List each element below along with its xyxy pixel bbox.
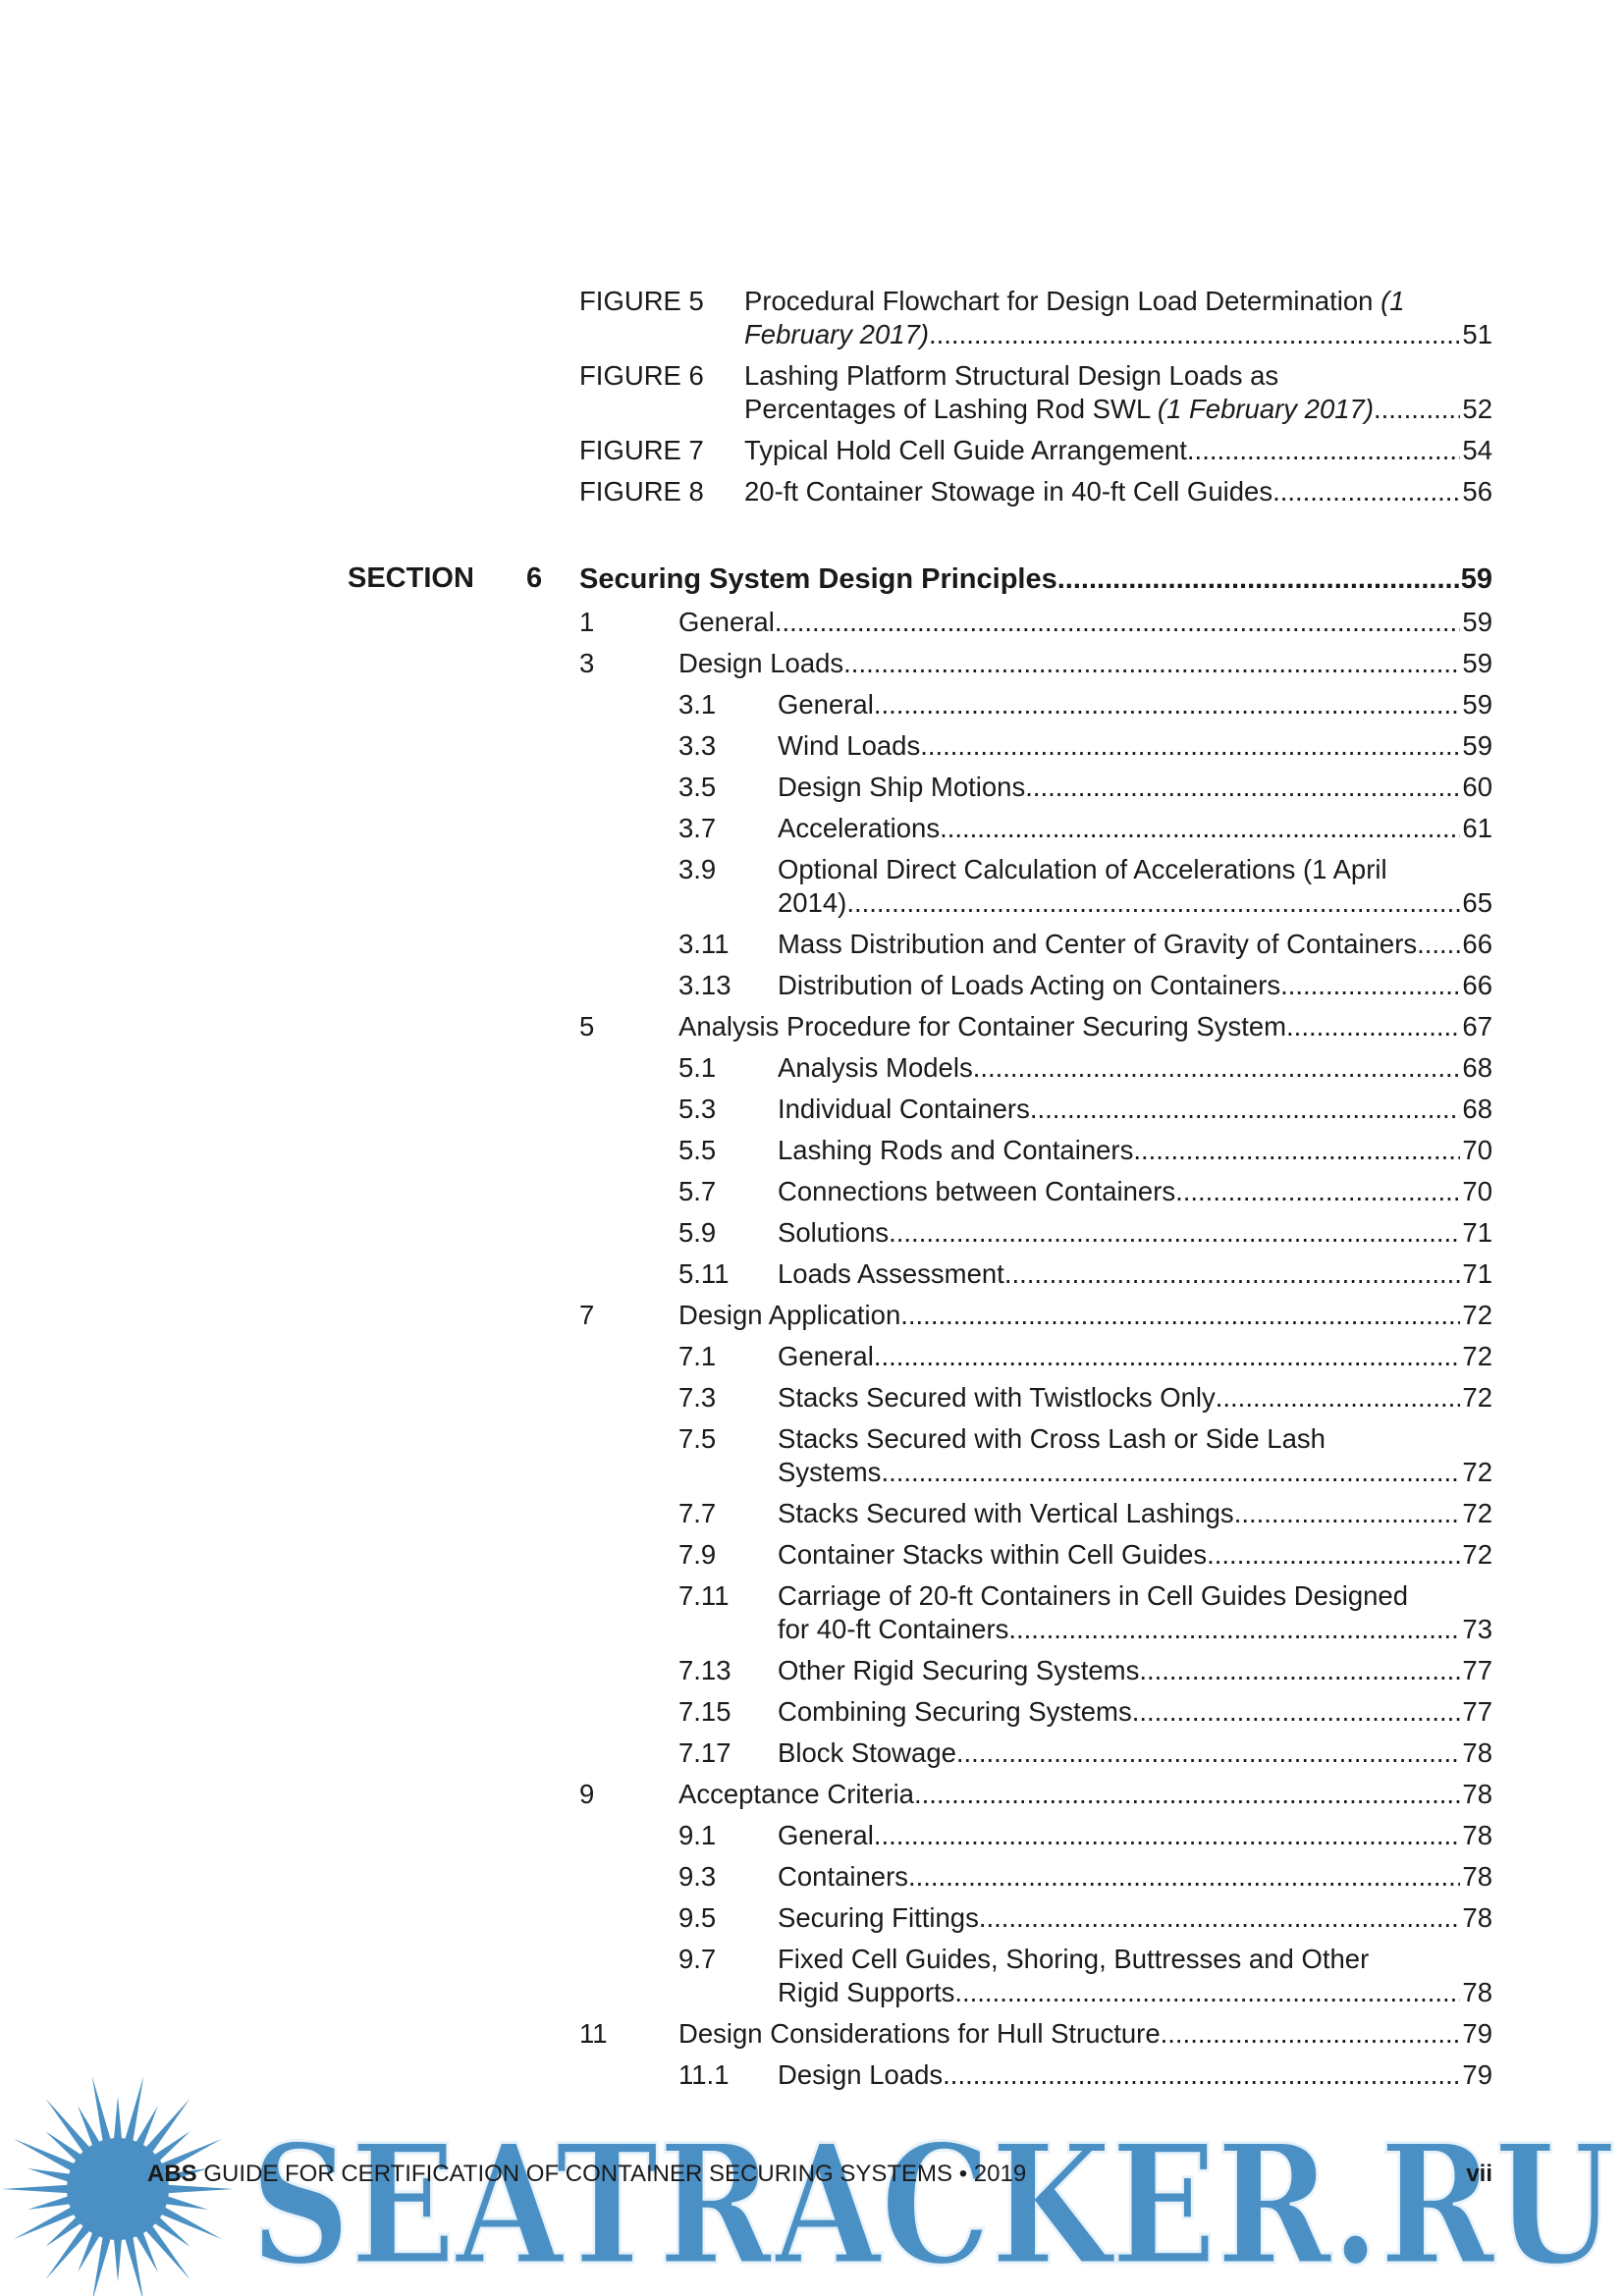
- entry-title: Acceptance Criteria: [678, 1779, 914, 1809]
- entry-title: General: [778, 1341, 874, 1371]
- entry-title: General: [678, 607, 775, 637]
- page-number: 78: [1462, 1737, 1492, 1768]
- page-number: 71: [1462, 1258, 1492, 1289]
- page-number: 68: [1462, 1052, 1492, 1083]
- entry-title: Stacks Secured with Vertical Lashings: [778, 1498, 1234, 1528]
- entry-title-line1: Fixed Cell Guides, Shoring, Buttresses and Other: [778, 1944, 1370, 1974]
- entry-number: 7.3: [678, 1382, 717, 1413]
- entry-number: 7.9: [678, 1539, 717, 1570]
- entry-number: 5.3: [678, 1094, 717, 1124]
- page-number: 73: [1462, 1614, 1492, 1644]
- page-number: 77: [1462, 1696, 1492, 1727]
- page-number: 61: [1462, 813, 1492, 843]
- figure-title-line1: Procedural Flowchart for Design Load Determination (1: [744, 286, 1405, 316]
- page-number: 52: [1462, 394, 1492, 424]
- entry-number: 5: [579, 1011, 595, 1041]
- entry-number: 3.13: [678, 970, 731, 1000]
- entry-title: Lashing Rods and Containers: [778, 1135, 1134, 1165]
- page-number: 71: [1462, 1217, 1492, 1248]
- entry-number: 5.9: [678, 1217, 717, 1248]
- figure-title: Typical Hold Cell Guide Arrangement: [744, 435, 1187, 465]
- figure-title-line1: Lashing Platform Structural Design Loads as: [744, 360, 1279, 391]
- entry-title-line2: Systems: [778, 1457, 882, 1487]
- entry-title: Design Considerations for Hull Structure: [678, 2018, 1161, 2049]
- entry-title: Design Ship Motions: [778, 772, 1026, 802]
- page-number: 59: [1462, 689, 1492, 720]
- entry-number: 7.15: [678, 1696, 731, 1727]
- entry-number: 5.1: [678, 1052, 717, 1083]
- footer-title: GUIDE FOR CERTIFICATION OF CONTAINER SECURING SYSTEMS • 2019: [203, 2161, 1027, 2187]
- entry-title: Block Stowage: [778, 1737, 956, 1768]
- page-number: 77: [1462, 1655, 1492, 1685]
- entry-title: General: [778, 1820, 874, 1850]
- figure-entry: [579, 285, 1492, 353]
- footer-brand: ABS: [147, 2161, 197, 2187]
- entry-number: 7.7: [678, 1498, 717, 1528]
- entry-title: Stacks Secured with Twistlocks Only: [778, 1382, 1216, 1413]
- page-number: 79: [1462, 2018, 1492, 2049]
- entry-title: Analysis Procedure for Container Securing System: [678, 1011, 1287, 1041]
- entry-title: Design Application: [678, 1300, 901, 1330]
- page-number: 51: [1462, 319, 1492, 349]
- page-number: 68: [1462, 1094, 1492, 1124]
- page-number: 72: [1462, 1341, 1492, 1371]
- entry-number: 7.17: [678, 1737, 731, 1768]
- entry-number: 7.5: [678, 1423, 717, 1454]
- entry-number: 7: [579, 1300, 595, 1330]
- page-number: 59: [1462, 648, 1492, 678]
- page-number: 78: [1462, 1861, 1492, 1892]
- figure-label: FIGURE 5: [579, 286, 704, 316]
- entry-title: Container Stacks within Cell Guides: [778, 1539, 1208, 1570]
- section-number: 6: [526, 562, 543, 594]
- watermark-text: SEATRACKER.RU: [250, 2108, 1615, 2296]
- page-number: 78: [1462, 1977, 1492, 2007]
- page-number: 66: [1462, 970, 1492, 1000]
- entry-title-line1: Optional Direct Calculation of Accelerations (1 April: [778, 854, 1387, 884]
- entry-number: 3.11: [678, 929, 730, 959]
- entry-title: Individual Containers: [778, 1094, 1030, 1124]
- page-number: 72: [1462, 1382, 1492, 1413]
- footer-page-number: vii: [1466, 2161, 1492, 2187]
- page-number: 59: [1460, 563, 1492, 595]
- page-number: 59: [1462, 730, 1492, 761]
- entry-number: 1: [579, 607, 595, 637]
- page-number: 78: [1462, 1902, 1492, 1933]
- entry-number: 11.1: [678, 2059, 730, 2090]
- entry-number: 9.1: [678, 1820, 717, 1850]
- figure-label: FIGURE 7: [579, 435, 704, 465]
- page-number: 72: [1462, 1498, 1492, 1528]
- entry-number: 3.7: [678, 813, 717, 843]
- page-number: 72: [1462, 1300, 1492, 1330]
- entry-title: General: [778, 689, 874, 720]
- entry-title: Connections between Containers: [778, 1176, 1176, 1206]
- entry-title: Accelerations: [778, 813, 941, 843]
- entry-number: 3.9: [678, 854, 717, 884]
- entry-title: Securing Fittings: [778, 1902, 979, 1933]
- entry-number: 3: [579, 648, 595, 678]
- entry-number: 3.3: [678, 730, 717, 761]
- figure-label: FIGURE 8: [579, 476, 704, 507]
- page-number: 72: [1462, 1539, 1492, 1570]
- page-number: 66: [1462, 929, 1492, 959]
- figure-title-line2: February 2017): [744, 319, 930, 349]
- entry-title: Loads Assessment: [778, 1258, 1004, 1289]
- page-number: 72: [1462, 1457, 1492, 1487]
- page-number: 79: [1462, 2059, 1492, 2090]
- entry-title-line1: Carriage of 20-ft Containers in Cell Guides Designed: [778, 1580, 1408, 1611]
- entry-number: 9.3: [678, 1861, 717, 1892]
- entry-title-line1: Stacks Secured with Cross Lash or Side Lash: [778, 1423, 1326, 1454]
- entry-number: 5.5: [678, 1135, 717, 1165]
- page-footer: [147, 2161, 1492, 2196]
- page-number: 78: [1462, 1779, 1492, 1809]
- entry-number: 9: [579, 1779, 595, 1809]
- page-number: 67: [1462, 1011, 1492, 1041]
- section-title-entry: [579, 562, 1492, 596]
- entry-title: Mass Distribution and Center of Gravity of Containers: [778, 929, 1418, 959]
- entry-number: 11: [579, 2018, 608, 2049]
- entry-title: Design Loads: [678, 648, 844, 678]
- figure-entry: [579, 359, 1492, 428]
- page-number: 78: [1462, 1820, 1492, 1850]
- entry-number: 7.1: [678, 1341, 717, 1371]
- entry-title: Solutions: [778, 1217, 890, 1248]
- entry-number: 7.11: [678, 1580, 730, 1611]
- page-number: 70: [1462, 1176, 1492, 1206]
- page-number: 65: [1462, 887, 1492, 918]
- figure-label: FIGURE 6: [579, 360, 704, 391]
- entry-number: 9.7: [678, 1944, 717, 1974]
- page-number: 59: [1462, 607, 1492, 637]
- section-label: SECTION: [348, 562, 474, 594]
- figure-title: 20-ft Container Stowage in 40-ft Cell Guides: [744, 476, 1273, 507]
- entry-title: Wind Loads: [778, 730, 921, 761]
- entry-title: Combining Securing Systems: [778, 1696, 1132, 1727]
- entry-title-line2: for 40-ft Containers: [778, 1614, 1009, 1644]
- entry-title: Distribution of Loads Acting on Containers: [778, 970, 1281, 1000]
- entry-number: 3.1: [678, 689, 717, 720]
- page-number: 56: [1462, 476, 1492, 507]
- entry-title: Containers: [778, 1861, 908, 1892]
- entry-number: 7.13: [678, 1655, 731, 1685]
- entry-title: Analysis Models: [778, 1052, 973, 1083]
- entry-number: 9.5: [678, 1902, 717, 1933]
- page-number: 70: [1462, 1135, 1492, 1165]
- figure-title-line2: Percentages of Lashing Rod SWL (1 February 2017): [744, 394, 1375, 424]
- entry-number: 5.7: [678, 1176, 717, 1206]
- entry-title: Other Rigid Securing Systems: [778, 1655, 1140, 1685]
- entry-title-line2: Rigid Supports: [778, 1977, 955, 2007]
- entry-title: Design Loads: [778, 2059, 944, 2090]
- page-number: 54: [1462, 435, 1492, 465]
- entry-number: 3.5: [678, 772, 717, 802]
- entry-number: 5.11: [678, 1258, 730, 1289]
- page-number: 60: [1462, 772, 1492, 802]
- entry-title-line2: 2014): [778, 887, 847, 918]
- section-title: Securing System Design Principles: [579, 563, 1057, 595]
